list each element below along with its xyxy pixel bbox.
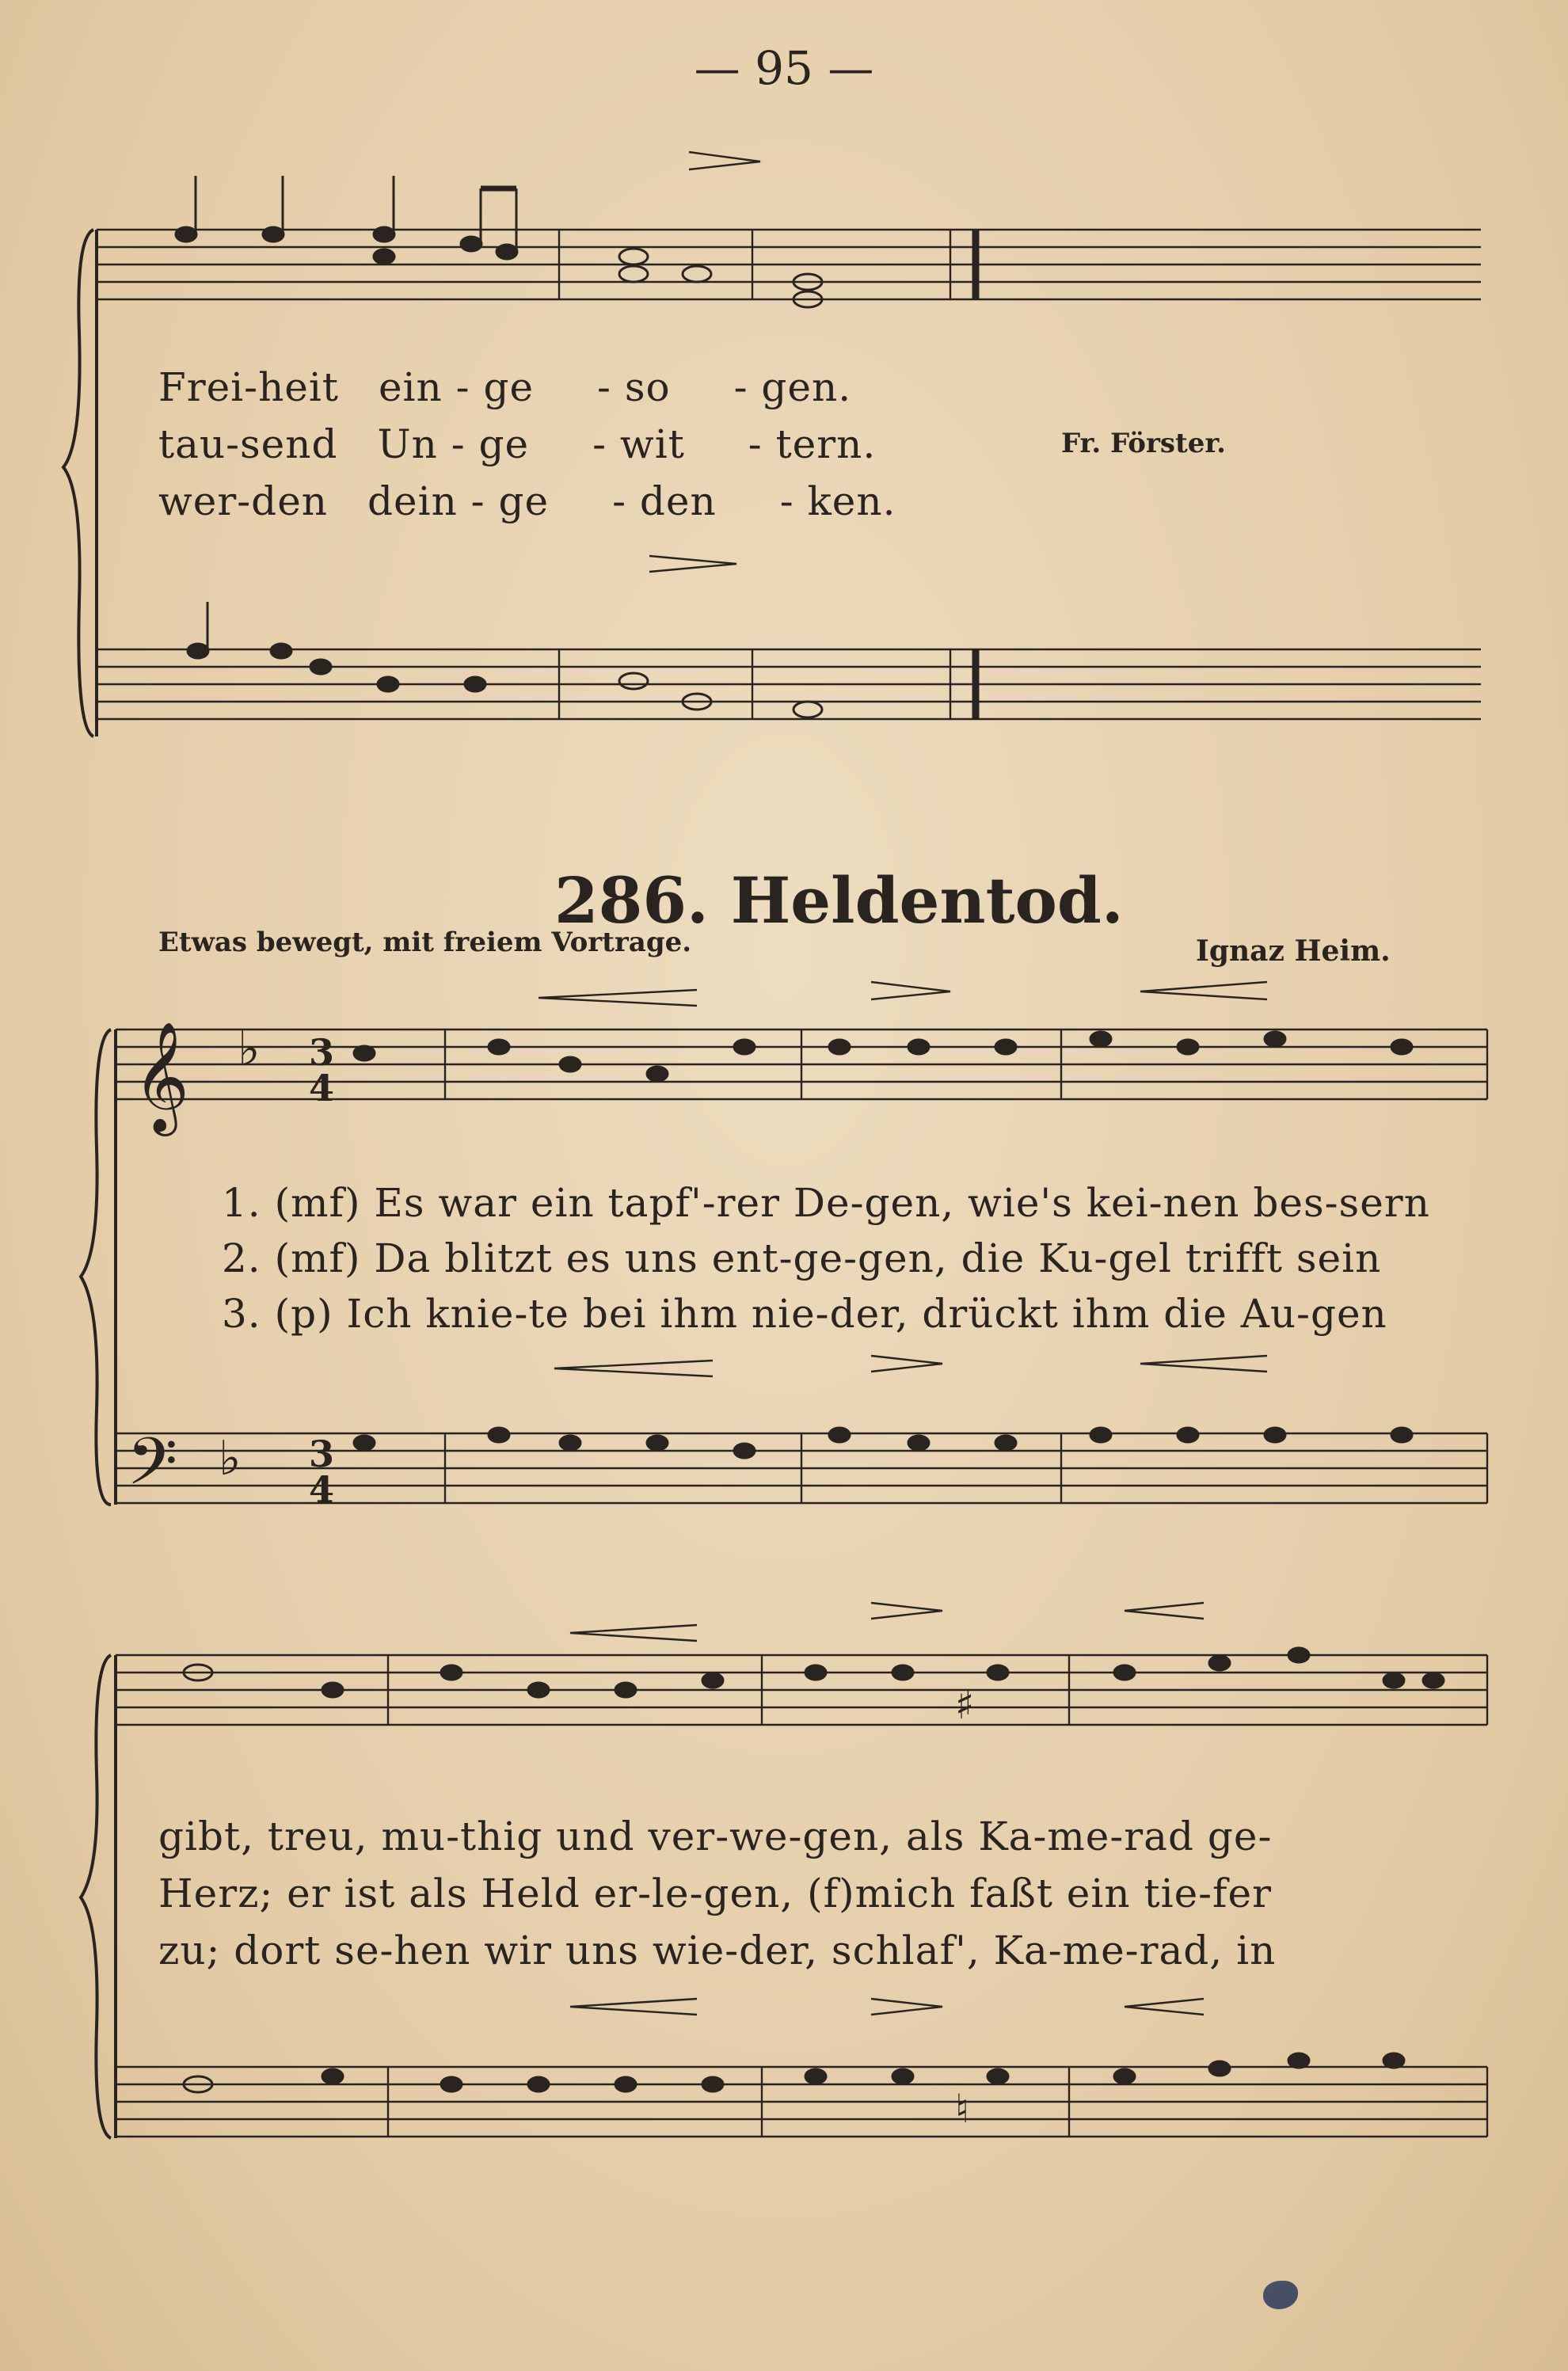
tempo-marking: Etwas bewegt, mit freiem Vortrage. [158,927,692,958]
lyric-syllable: wit [619,421,685,467]
lyric-syllable: ge [498,478,550,524]
verse-3-line-2: zu; dort se-hen wir uns wie-der, schlaf', Ka-me-rad, in [158,1928,1277,1973]
lyric-syllable: so [624,364,671,410]
page-number: — 95 — [694,41,874,95]
lyric-syllable: tern. [775,421,877,467]
key-signature-flat: ♭ [238,1022,261,1077]
verse-3-line-1: 3. (p) Ich knie-te bei ihm nie-der, drückt ihm die Au-gen [222,1291,1387,1337]
lyric-line: Frei-heit ein ‑ ge ‑ so ‑ gen. [158,364,852,410]
key-signature-flat: ♭ [219,1431,242,1486]
natural-sign: ♮ [955,2086,969,2132]
time-signature: 3 [309,1031,335,1074]
system-brace [63,230,93,736]
verse-2-line-1: 2. (mf) Da blitzt es uns ent-ge-gen, die Ku-gel trifft sein [222,1235,1382,1281]
lyric-syllable: ge [478,421,530,467]
verse-1-line-1: 1. (mf) Es war ein tapf'-rer De-gen, wie's kei-nen bes-sern [222,1180,1430,1226]
time-signature: 4 [309,1468,335,1511]
lyric-syllable: Un [377,421,438,467]
lyric-syllable: Frei-heit [158,364,339,410]
time-signature: 4 [309,1067,335,1109]
treble-clef: 𝄞 [133,1022,189,1132]
system-brace [81,1029,111,1505]
song-composer: Ignaz Heim. [1196,934,1391,968]
lyric-syllable: ein [378,364,443,410]
lyric-syllable: ken. [807,478,896,524]
verse-1-line-2: gibt, treu, mu-thig und ver-we-gen, als Ka-me-rad ge- [158,1813,1273,1859]
previous-composer: Fr. Förster. [1061,428,1226,459]
song-title: 286. Heldentod. [554,863,1124,938]
bass-clef: 𝄢 [127,1423,178,1516]
lyric-syllable: den [639,478,717,524]
time-signature: 3 [309,1433,335,1475]
sharp-sign: ♯ [955,1682,975,1728]
staff-lower-a [97,649,1481,719]
verse-2-line-2: Herz; er ist als Held er-le-gen, (f)mich faßt ein tie-fer [158,1871,1273,1916]
staff-upper-a [97,230,1481,299]
lyric-syllable: gen. [761,364,852,410]
lyric-line: wer-den dein ‑ ge ‑ den ‑ ken. [158,478,896,524]
lyric-line: tau-send Un ‑ ge ‑ wit ‑ tern. [158,421,877,467]
lyric-syllable: wer-den [158,478,328,524]
lyric-syllable: tau-send [158,421,338,467]
lyric-syllable: ge [483,364,535,410]
system-brace [81,1655,111,2138]
lyric-syllable: dein [367,478,458,524]
